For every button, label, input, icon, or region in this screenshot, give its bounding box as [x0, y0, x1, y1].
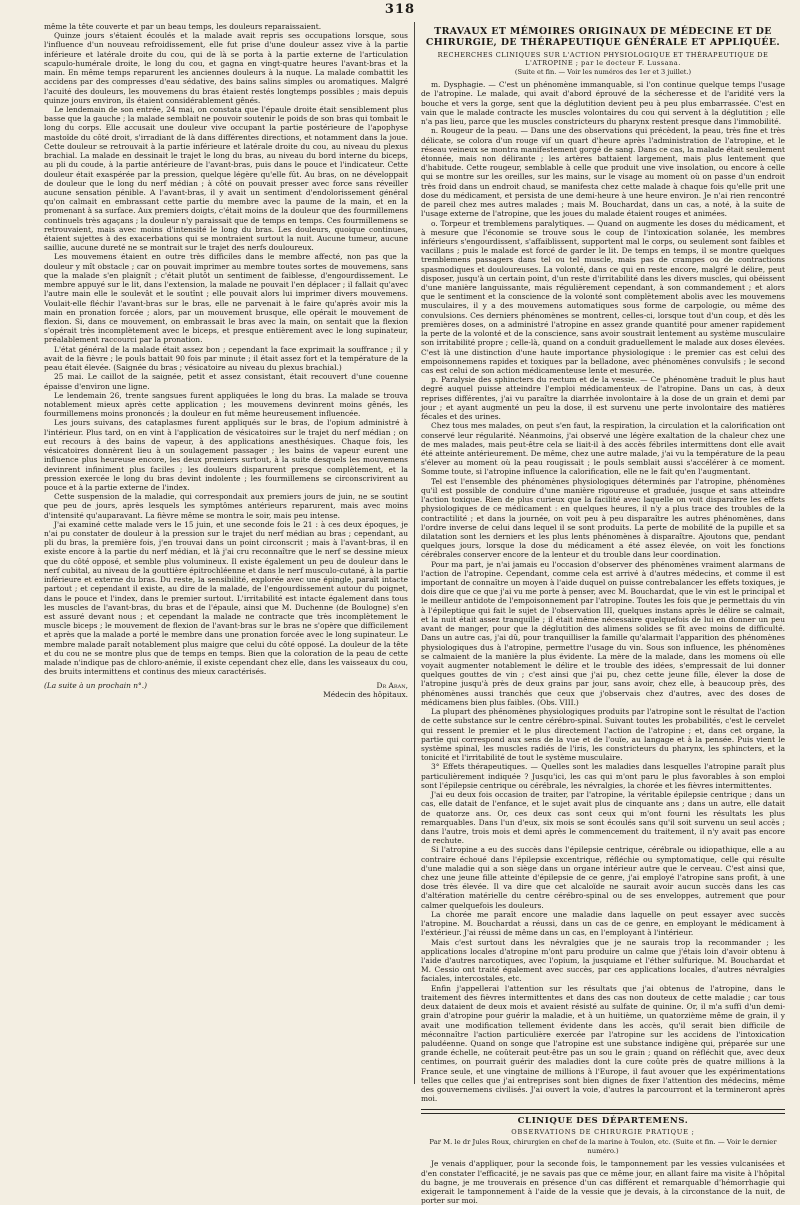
continuation-note: (La suite à un prochain n°.)	[44, 680, 147, 690]
paragraph: Je venais d'appliquer, pour la seconde fois, le tamponnement par les vessies vulcanisées et d'en constater l'efficacité, je ne savais pas que ce même jour, en allant faire ma visite à l'hôpital du bagne, je me trouverais en présence d'un cas différent et remarquable d'hémorrhagie qui exigerait le tamponnement à l'aide de la vessie que je devais, à la circonstance de la nuit, de porter sur moi.	[421, 1159, 785, 1205]
signature-block	[44, 681, 408, 699]
paragraph: 25 mai. Le caillot de la saignée, petit et assez consistant, était recouvert d'une couenne épaisse d'environ une ligne.	[44, 372, 408, 391]
paragraph: Enfin j'appellerai l'attention sur les résultats que j'ai obtenus de l'atropine, dans le traitement des fièvres intermittentes et dans des cas non douteux de cette maladie ; car tous deux dataient de deux mois et avaient résisté au sulfate de quinine. Or, il m'a suffi d'un demi-grain d'atropine pour guérir la maladie, et à un huitième, un quatorzième même de grain, il y avait une modification tellement évidente dans les accès, qu'il serait bien difficile de méconnaître l'action particulière exercée par l'atropine sur les accidens de l'intoxication paludéenne. Quand on songe que l'atropine est une substance indigène qui, préparée sur une grande échelle, ne coûterait peut-être pas un sou le grain ; quand on réfléchit que, avec deux centimes, on pourrait guérir des maladies dont la cure coûte près de quatre millions à la France seule, et une vingtaine de millions à l'Europe, il faut avouer que les expérimentations telles que celles que j'ai entreprises sont bien dignes de fixer l'attention des médecins, même des gouvernemens civilisés. J'ai ouvert la voie, d'autres la parcourront et la termineront après moi.	[421, 983, 785, 1104]
paragraph: Les jours suivans, des cataplasmes furent appliqués sur le bras, de l'opium administré à l'intérieur. Plus tard, on en vint à l'application de vésicatoires sur le trajet du nerf médian ; on eut recours à des bains de vapeur, à des applications anesthésiques. Chaque fois, les vésicatoires donnèrent lieu à un soulagement passager ; les bains de vapeur eurent une influence plus heureuse encore, les deux premiers surtout, à la suite desquels les mouvemens devinrent infiniment plus faciles ; les douleurs disparurent presque complètement, et la pression exercée le long du bras devint indolente ; les fourmillemens se circonscrivirent au pouce et à la partie externe de l'index.	[44, 418, 408, 492]
paragraph: p. Paralysie des sphincters du rectum et de la vessie. — Ce phénomène traduit le plus haut degré auquel puisse atteindre l'emploi médicamenteux de l'atropine. Dans un cas, à deux reprises différentes, j'ai vu paraître la diarrhée involontaire à la dose de un grain et demi par jour ; et ayant augmenté un peu la dose, il est survenu une perte involontaire des matières fécales et des urines.	[421, 375, 785, 422]
article-heading	[421, 51, 785, 76]
paragraph: n. Rougeur de la peau. — Dans une des observations qui précèdent, la peau, très fine et très délicate, se colora d'un rouge vif un quart d'heure après l'administration de l'atropine, et le réseau veineux se montra manifestement gorgé de sang. Dans ce cas, la malade était seulement étonnée, mais non délirante ; les artères battaient largement, mais plus lentement que d'habitude. Cette rougeur, semblable à celle que produit une vive insolation, ou encore à celle qui se montre sur les oreilles, sur les mains, sur le visage au moment où on passe d'un endroit très froid dans un endroit chaud, se manifesta chez cette malade à chaque fois qu'elle prit une dose du médicament, et persista de une demi-heure à une heure environ. Je n'ai rien rencontré de pareil chez mes autres malades ; mais M. Bouchardat, dans un cas, a noté, à la suite de l'usage externe de l'atropine, que les joues du malade étaient rouges et animées.	[421, 126, 785, 219]
paragraph: Tel est l'ensemble des phénomènes physiologiques déterminés par l'atropine, phénomènes qu'il est possible de conduire d'une manière rigoureuse et graduée, jusque et sans atteindre l'action toxique. Rien de plus curieux que la facilité avec laquelle on voit disparaître les effets physiologiques de ce médicament : en quelques heures, il n'y a plus trace des troubles de la contractilité ; et dans la journée, on voit peu à peu disparaître les autres phénomènes, dans l'ordre inverse de celui dans lequel il se sont produits. La perte de mobilité de la pupille et sa dilatation sont les derniers et les plus lents phénomènes à disparaître. Ajoutons que, pendant quelques jours, lorsque la dose du médicament a été assez élevée, on voit les fonctions cérébrales conserver encore de la lenteur et du trouble dans leur coordination.	[421, 476, 785, 560]
paragraph: Quinze jours s'étaient écoulés et la malade avait repris ses occupations lorsque, sous l'influence d'un nouveau refroidissement, elle fut prise d'une douleur assez vive à la partie inférieure et latérale droite du cou, qui de là se porta à la partie externe de l'articulation scapulo-humérale droite, le long du cou, et gagna en vingt-quatre heures l'avant-bras et la main. En même temps reparurent les anciennes douleurs à la nuque. La malade combattit les accidens par des compresses d'eau sédative, des bains salins simples ou aromatiques. Malgré l'acuité des douleurs, les mouvemens du bras étaient restés longtemps possibles ; mais depuis quinze jours environ, ils étaient considérablement gênés.	[44, 31, 408, 105]
paragraph: même la tête couverte et par un beau temps, les douleurs reparaissaient.	[44, 22, 322, 31]
article-title: RECHERCHES CLINIQUES SUR L'ACTION PHYSIOLOGIQUE ET THÉRAPEUTIQUE DE L'ATROPINE ; par le docteur F. Lussana.	[437, 51, 769, 68]
paragraph: Mais c'est surtout dans les névralgies que je ne saurais trop la recommander ; les applications locales d'atropine m'ont paru produire un calme que j'étais loin d'avoir obtenu à l'aide d'autres narcotiques, avec l'opium, la jusquiame et l'éther sulfurique. M. Bouchardat et M. Cessio ont traité également avec succès, par ces applications locales, d'autres névralgies faciales, intercostales, etc.	[421, 937, 785, 984]
paragraph: J'ai eu deux fois occasion de traiter, par l'atropine, la véritable épilepsie centrique ; dans un cas, elle datait de l'enfance, et le sujet avait plus de cinquante ans ; dans un autre, elle datait de quatorze ans. Or, ces deux cas sont ceux qui m'ont fourni les résultats les plus remarquables. Dans l'un d'eux, six mois se sont écoulés sans qu'il soit survenu un seul accès ; dans l'autre, trois mois et demi après le commencement du traitement, il n'y avait pas encore de rechute.	[421, 790, 785, 846]
left-column	[44, 22, 414, 1084]
paragraph: La chorée me paraît encore une maladie dans laquelle on peut essayer avec succès l'atropine. M. Bouchardat a réussi, dans un cas de ce genre, en employant le médicament à l'extérieur. J'ai réussi de même dans un cas, en l'employant à l'intérieur.	[421, 909, 785, 938]
section-divider	[421, 1109, 785, 1114]
paragraph: m. Dysphagie. — C'est un phénomène immanquable, si l'on continue quelque temps l'usage de l'atropine. Le malade, qui avait d'abord éprouvé de la sécheresse et de l'aridité vers la bouche et vers la gorge, sent que la déglutition devient peu à peu plus embarrassée. C'est en vain que le malade contracte les muscles volontaires du cou qui servent à la déglutition ; elle n'a pas lieu, parce que les muscles constricteurs du pharynx restent presque dans l'immobilité.	[421, 80, 785, 127]
paragraph: L'état général de la malade était assez bon ; cependant la face exprimait la souffrance ; il y avait de la fièvre ; le pouls battait 90 fois par minute ; il était assez fort et la température de la peau était élevée. (Saignée du bras ; vésicatoire au niveau du plexus brachial.)	[44, 344, 408, 373]
article-reference: (Suite et fin. — Voir les numéros des 1er et 3 juillet.)	[514, 67, 692, 76]
paragraph: o. Torpeur et tremblemens paralytiques. — Quand on augmente les doses du médicament, et à mesure que l'économie se trouve sous le coup de l'intoxication solanée, les membres inférieurs s'engourdissent, s'affaiblissent, supportent mal le corps, ou seulement sont faibles et vacillans ; puis le malade est forcé de garder le lit. De temps en temps, il se montre quelques tremblemens passagers dans tel ou tel muscle, mais pas de crampes ou de contractions spasmodiques et douloureuses. La volonté, dans ce qui en reste encore, malgré le délire, peut disposer, jusqu'à un certain point, d'un reste d'irritabilité dans les divers muscles, qui obéissent d'une manière languissante, mais régulièrement cependant, à son commandement ; et alors que le sentiment et la conscience de la volonté sont complètement abolis avec les mouvemens musculaires, il y a des mouvemens automatiques sous forme de carpologie, ou même des convulsions. Ces derniers phénomènes se montrent, celles-ci, lorsque tout d'un coup, et dès les premières doses, on a administré l'atropine en assez grande quantité pour amener rapidement la perte de la volonté et de la conscience, sans avoir soustrait lentement au système musculaire son irritabilité propre ; celle-là, quand on a conduit graduellement le malade aux doses élevées. C'est là une distinction d'une haute importance physiologique : le premier cas est celui des empoisonnemens rapides et toxiques par la belladone, avec phénomènes convulsifs ; le second cas est celui de son action médicamenteuse lente et mesurée.	[421, 218, 785, 375]
paragraph: Pour ma part, je n'ai jamais eu l'occasion d'observer des phénomènes vraiment alarmans de l'action de l'atropine. Cependant, comme cela est arrivé à d'autres médecins, et comme il est important de connaître un moyen à l'aide duquel on puisse contrebalancer les effets toxiques, je dois dire que ce que j'ai vu me porte à penser, avec M. Bouchardat, que le vin est le principal et le meilleur antidote de l'empoisonnement par l'atropine. Toutes les fois que je permettais du vin à l'épileptique qui fait le sujet de l'observation III, quelques instans après le délire se calmait, et la nuit était assez tranquille ; il était même nécessaire quelquefois de lui en donner un peu avant de manger, pour que la déglutition des alimens solides se fît avec moins de difficulté. Dans un autre cas, j'ai dû, pour tranquilliser la famille qu'alarmait l'apparition des phénomènes physiologiques dus à l'atropine, permettre l'usage du vin. Sous son influence, les phénomènes se calmaient de la manière la plus évidente. La mère de la malade, dans les momens où elle voyait augmenter notablement le délire et le trouble des idées, s'empressait de lui donner quelques gouttes de vin ; c'est ainsi que j'ai pu, chez cette jeune fille, élever la dose de l'atropine jusqu'à près de deux grains par jour, sans avoir, chez elle, à beaucoup près, des phénomènes aussi tranchés que ceux que j'observais chez d'autres, avec des doses de médicamens bien plus faibles. (Obs. VIII.)	[421, 559, 785, 707]
paragraph: Si l'atropine a eu des succès dans l'épilepsie centrique, cérébrale ou idiopathique, elle a au contraire échoué dans l'épilepsie excentrique, réfléchie ou symptomatique, celle qui résulte d'une maladie qui a son siège dans un organe intérieur autre que le cerveau. C'est ainsi que, chez une jeune fille atteinte d'épilepsie de ce genre, j'ai employé l'atropine sans profit, à une dose très élevée. Il va dire que cet alcaloïde ne saurait avoir aucun succès dans les cas d'altération matérielle du centre cérébro-spinal ou de ses enveloppes, autrement que pour calmer quelquefois les douleurs.	[421, 845, 785, 910]
observations-byline: Par M. le dr Jules Roux, chirurgien en chef de la marine à Toulon, etc. (Suite et fin. — Voir le dernier numéro.)	[429, 1137, 777, 1156]
observations-title: OBSERVATIONS DE CHIRURGIE PRATIQUE ;	[511, 1127, 695, 1136]
two-column-body	[44, 22, 786, 1205]
paragraph: J'ai examiné cette malade vers le 15 juin, et une seconde fois le 21 : à ces deux époques, je n'ai pu constater de douleur à la pression sur le trajet du nerf médian au bras ; cependant, au pli du bras, la première fois, j'en trouvai dans un point circonscrit ; mais à l'avant-bras, il en existe encore à la partie du nerf médian, et là j'ai cru reconnaître que le nerf se dessine mieux que du côté opposé, et semble plus volumineux. Il existe également un peu de douleur dans le nerf cubital, au niveau de la gouttière épitrochléenne et dans le nerf musculo-cutané, à la partie inférieure et externe du bras. Du reste, la sensibilité, explorée avec une épingle, paraît intacte partout ; et cependant il existe, au dire de la malade, de l'engourdissement autour du poignet, dans le pouce et l'index, dans le premier surtout. L'irritabilité est intacte également dans tous les muscles de l'avant-bras, du bras et de l'épaule, ainsi que M. Duchenne (de Boulogne) s'en est assuré devant nous ; et cependant la malade ne contracte que très incomplètement le muscle biceps ; le mouvement de flexion de l'avant-bras sur le bras ne s'opère que difficilement et après que la malade a porté le membre dans une pronation forcée avec le long supinateur. Le membre malade paraît notablement plus maigre que celui du côté opposé. La douleur de la tête et du cou ne se montre plus que de temps en temps. Bien que la coloration de la peau de cette malade n'indique pas de chloro-anémie, il existe cependant chez elle, dans les vaisseaux du cou, des bruits intermittens et continus des mieux caractérisés.	[44, 519, 409, 677]
author-name: Dr Aran,	[376, 680, 408, 690]
right-column	[415, 22, 785, 1205]
paragraph: Cette suspension de la maladie, qui correspondait aux premiers jours de juin, ne se soutint que peu de jours, après lesquels les symptômes antérieurs reparurent, mais avec moins d'intensité qu'auparavant. La fièvre même se montra le soir, mais peu intense.	[44, 492, 408, 520]
author-signature	[323, 681, 408, 699]
author-title: Médecin des hôpitaux.	[323, 689, 408, 699]
clinique-title: CLINIQUE DES DÉPARTEMENS.	[517, 1115, 689, 1126]
paragraph: Le lendemain de son entrée, 24 mai, on constata que l'épaule droite était sensiblement plus basse que la gauche ; la malade semblait ne pouvoir soutenir le poids de son bras qui tombait le long du corps. Elle accusait une douleur vive occupant la partie postérieure de l'apophyse mastoïde du côté droit, s'irradiant de là dans différentes directions, et notamment dans la joue. Cette douleur se retrouvait à la partie inférieure et latérale droite du cou, au niveau du plexus brachial. La malade en dessinait le trajet le long du bras, au niveau du bord interne du biceps, au pli du coude, à la partie antérieure de l'avant-bras, puis dans le pouce et l'indicateur. Cette douleur était exaspérée par la pression, quelque légère qu'elle fût. Au bras, on ne développait de douleur que le long du nerf médian ; à côté on pouvait presser avec force sans réveiller aucune sensation pénible. A l'avant-bras, il y avait un sentiment d'endolorissement général qu'on calmait en embrassant cette partie du membre avec la paume de la main, et en la promenant à sa surface. Aux premiers doigts, c'était moins de la douleur que des fourmillemens continuels très agaçans ; la douleur n'y paraissait que de temps en temps. Ces fourmillemens se retrouvaient, mais avec moins d'intensité le long du bras. Les douleurs, quoique continues, étaient sujettes à des exacerbations qui se montraient surtout la nuit. Aucune tumeur, aucune saillie, aucune dureté ne se montrait sur le trajet des nerfs douloureux.	[44, 104, 408, 253]
paragraph: Le lendemain 26, trente sangsues furent appliquées le long du bras. La malade se trouva notablement mieux après cette application ; les mouvemens devinrent moins gênés, les fourmillemens moins prononcés ; la douleur en fut même heureusement influencée.	[44, 390, 408, 419]
page-number: 318	[384, 2, 416, 17]
paragraph: Les mouvemens étaient en outre très difficiles dans le membre affecté, non pas que la douleur y mît obstacle ; car on pouvait imprimer au membre toutes sortes de mouvemens, sans que la malade s'en plaignît ; c'était plutôt un sentiment de faiblesse, d'engourdissement. Le membre appuyé sur le lit, dans l'extension, la malade ne pouvait l'en déplacer ; il fallait qu'avec l'autre main elle le soulevât et le soutînt ; elle pouvait alors lui imprimer divers mouvemens. Voulait-elle fléchir l'avant-bras sur le bras, elle ne parvenait à le faire qu'après avoir mis la main en pronation forcée ; alors, par un mouvement brusque, elle opérait le mouvement de flexion. Si, dans ce mouvement, on embrassait le bras avec la main, on sentait que la flexion s'opérait très incomplètement avec le biceps, et presque entièrement avec le long supinateur, préalablement raccourci par la pronation.	[44, 252, 408, 345]
section-title: TRAVAUX ET MÉMOIRES ORIGINAUX DE MÉDECINE ET DE CHIRURGIE, DE THÉRAPEUTIQUE GÉNÉRALE ET APPLIQUÉE.	[425, 26, 781, 48]
paragraph: Chez tous mes malades, on peut s'en faut, la respiration, la circulation et la calorification ont conservé leur régularité. Néanmoins, j'ai observé une légère exaltation de la chaleur chez une de mes malades, mais peut-être cela se liait-il à des accès fébriles intermittens dont elle avait été atteinte antérieurement. De même, chez une autre malade, j'ai vu la température de la peau s'élever au moment où la peau rougissait ; le pouls semblait aussi s'accélérer à ce moment. Somme toute, si l'atropine influence la calorification, elle ne le fait qu'en l'augmentant.	[421, 421, 785, 477]
paragraph: La plupart des phénomènes physiologiques produits par l'atropine sont le résultat de l'action de cette substance sur le centre cérébro-spinal. Suivant toutes les probabilités, c'est le cervelet qui ressent le premier et le plus directement l'action de l'atropine ; et, dans cet organe, la partie qui correspond aux sens de la vue et de l'ouïe, au langage et à la pensée. Puis vient le système spinal, les muscles radiés de l'iris, les constricteurs du pharynx, les sphincters, et la tonicité et l'irritabilité de tout le système musculaire.	[421, 707, 785, 763]
paragraph: 3° Effets thérapeutiques. — Quelles sont les maladies dans lesquelles l'atropine paraît plus particulièrement indiquée ? Jusqu'ici, les cas qui m'ont paru le plus favorables à son emploi sont l'épilepsie centrique ou cérébrale, les névralgies, la chorée et les fièvres intermittentes.	[421, 762, 785, 790]
